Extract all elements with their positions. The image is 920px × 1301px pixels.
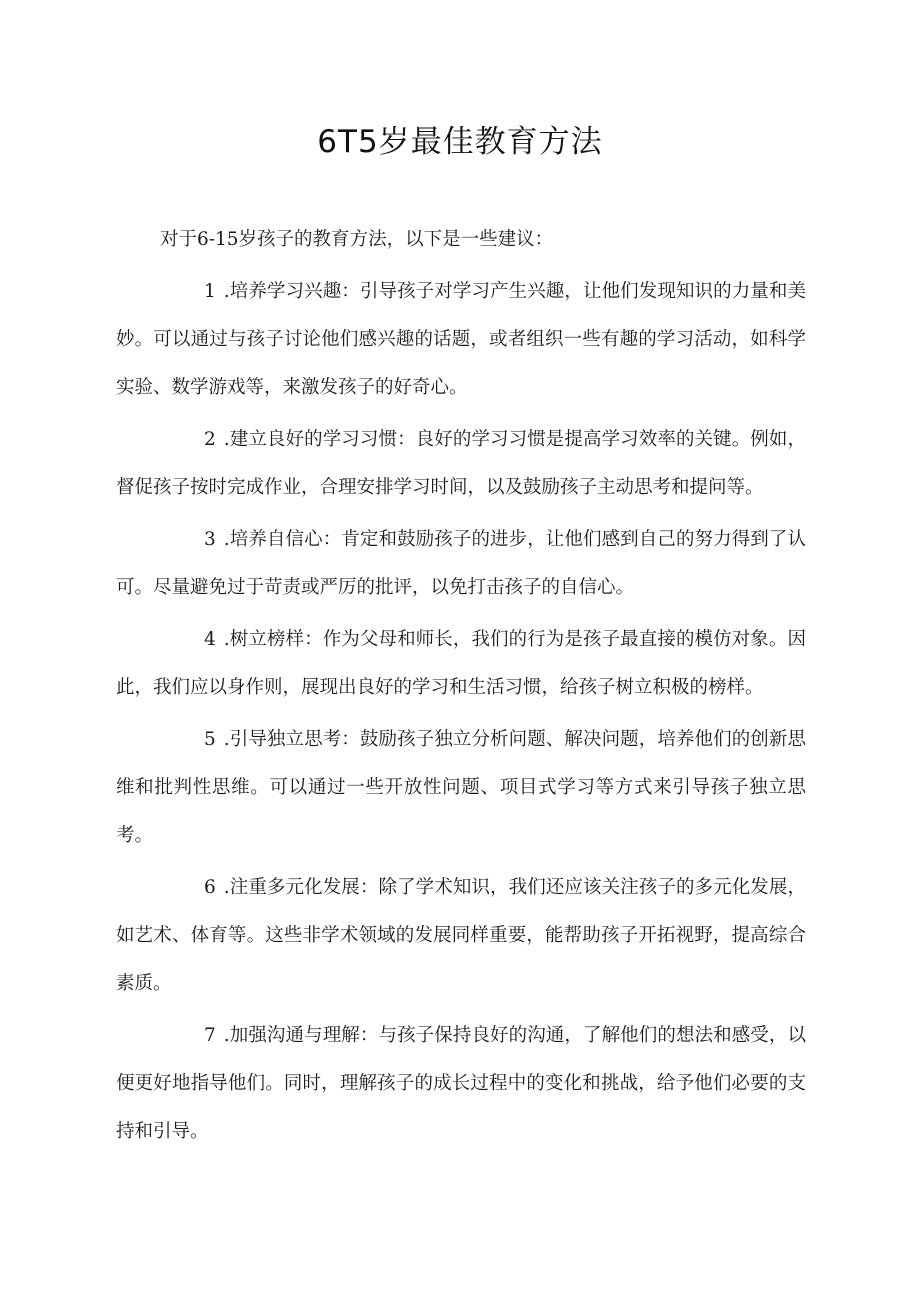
item-number: 7 bbox=[204, 1025, 216, 1046]
item-text: .培养学习兴趣：引导孩子对学习产生兴趣，让他们发现知识的力量和美妙。可以通过与孩子讨论他们感兴趣的话题，或者组织一些有趣的学习活动，如科学实验、数学游戏等，来激发孩子的好奇心。 bbox=[116, 281, 806, 398]
document-title: 6T5岁最佳教育方法 bbox=[317, 124, 603, 160]
item-text: .注重多元化发展：除了学术知识，我们还应该关注孩子的多元化发展，如艺术、体育等。这些非学术领域的发展同样重要，能帮助孩子开拓视野，提高综合素质。 bbox=[116, 877, 806, 994]
list-item bbox=[116, 716, 806, 860]
list-item bbox=[116, 616, 806, 712]
item-number: 1 bbox=[204, 281, 216, 302]
intro-paragraph: 对于6-15岁孩子的教育方法，以下是一些建议： bbox=[160, 229, 554, 250]
item-number: 6 bbox=[204, 877, 216, 898]
list-item bbox=[116, 1012, 806, 1156]
list-item bbox=[116, 864, 806, 1008]
list-item bbox=[116, 516, 806, 612]
item-text: .树立榜样：作为父母和师长，我们的行为是孩子最直接的模仿对象。因此，我们应以身作则，展现出良好的学习和生活习惯，给孩子树立积极的榜样。 bbox=[116, 629, 806, 698]
item-number: 5 bbox=[204, 729, 216, 750]
item-text: .加强沟通与理解：与孩子保持良好的沟通，了解他们的想法和感受，以便更好地指导他们。同时，理解孩子的成长过程中的变化和挑战，给予他们必要的支持和引导。 bbox=[116, 1025, 806, 1142]
item-text: .建立良好的学习习惯：良好的学习习惯是提高学习效率的关键。例如，督促孩子按时完成作业，合理安排学习时间，以及鼓励孩子主动思考和提问等。 bbox=[116, 429, 806, 498]
item-number: 4 bbox=[204, 629, 216, 650]
item-text: .培养自信心：肯定和鼓励孩子的进步，让他们感到自己的努力得到了认可。尽量避免过于苛责或严厉的批评，以免打击孩子的自信心。 bbox=[116, 529, 806, 598]
item-number: 3 bbox=[204, 529, 216, 550]
list-item bbox=[116, 268, 806, 412]
document-body bbox=[116, 216, 806, 1160]
list-item bbox=[116, 416, 806, 512]
item-text: .引导独立思考：鼓励孩子独立分析问题、解决问题，培养他们的创新思维和批判性思维。可以通过一些开放性问题、项目式学习等方式来引导孩子独立思考。 bbox=[116, 729, 806, 846]
item-number: 2 bbox=[204, 429, 216, 450]
